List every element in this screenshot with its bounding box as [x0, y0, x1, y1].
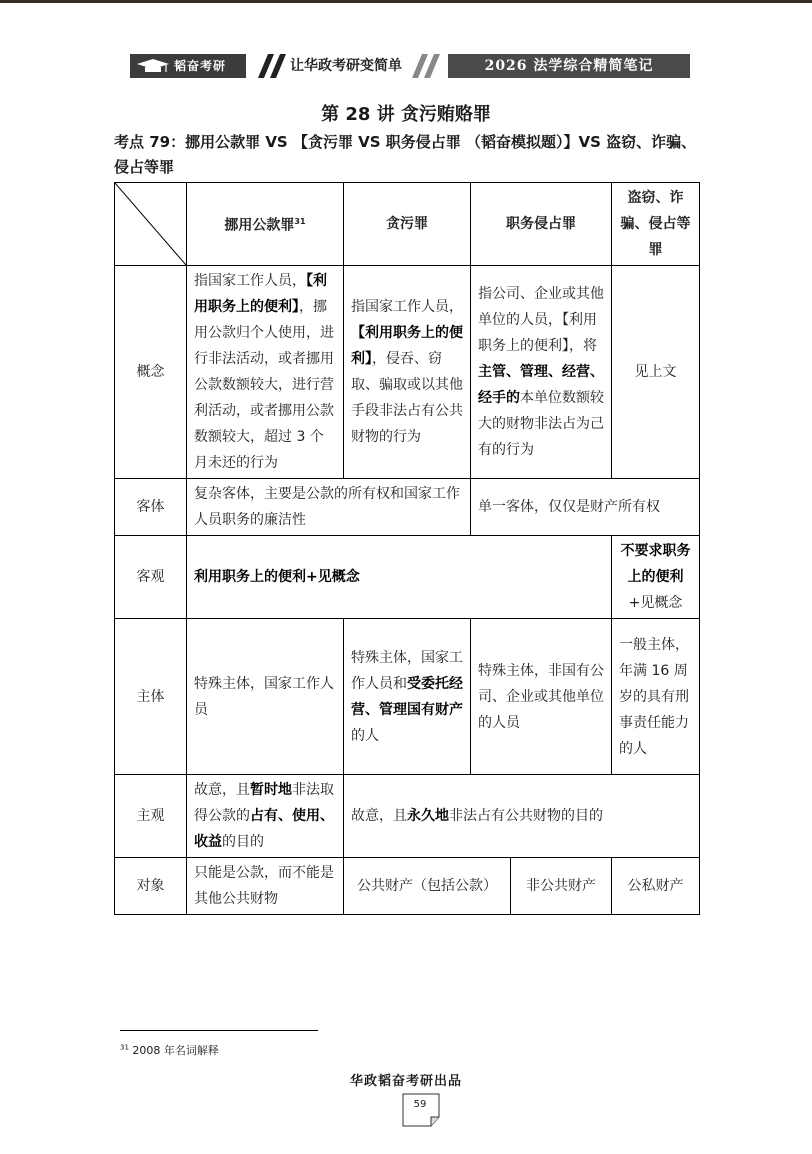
- graduation-cap-icon: [136, 58, 170, 74]
- row-label-objective: 客观: [115, 536, 187, 619]
- cell-subjective-c1: 故意，且暂时地非法取得公款的占有、使用、收益的目的: [187, 775, 344, 858]
- page-number-badge: [402, 1093, 442, 1127]
- header-banner: [130, 54, 690, 78]
- cell-object-interest-c12: 复杂客体，主要是公款的所有权和国家工作人员职务的廉洁性: [187, 479, 471, 536]
- diagonal-corner-cell: [115, 183, 187, 266]
- diagonal-line-icon: [115, 183, 186, 265]
- header-slogan: 让华政考研变简单: [290, 58, 402, 74]
- cell-concept-c1: 指国家工作人员，【利用职务上的便利】，挪用公款归个人使用，进行非法活动，或者挪用公款数额较大，进行营利活动，或者挪用公款数额较大，超过 3 个月未还的行为: [187, 266, 344, 479]
- col-header-corruption: 贪污罪: [344, 183, 471, 266]
- cell-target-c2: 公共财产（包括公款）: [344, 858, 511, 915]
- chapter-title: 第 28 讲 贪污贿赂罪: [321, 104, 491, 125]
- cell-objective-c4: 不要求职务上的便利+见概念: [612, 536, 700, 619]
- cell-objective-c123: 利用职务上的便利+见概念: [187, 536, 612, 619]
- row-label-concept: 概念: [115, 266, 187, 479]
- table-row-subject: [115, 619, 700, 775]
- series-title: 2026 法学综合精简笔记: [448, 54, 690, 78]
- brand-name: 韬奋考研: [174, 59, 227, 73]
- row-label-target: 对象: [115, 858, 187, 915]
- cell-concept-c2: 指国家工作人员，【利用职务上的便利】，侵吞、窃取、骗取或以其他手段非法占有公共财物的行为: [344, 266, 471, 479]
- brand-block: [130, 54, 246, 78]
- cell-target-c4: 公私财产: [612, 858, 700, 915]
- col-header-embezzle-public-funds: 挪用公款罪$^{31}$: [187, 183, 344, 266]
- cell-subject-c4: 一般主体，年满 16 周岁的具有刑事责任能力的人: [612, 619, 700, 775]
- footnote-ref: 31: [294, 217, 306, 227]
- top-border-line: [0, 0, 812, 3]
- cell-subject-c1: 特殊主体，国家工作人员: [187, 619, 344, 775]
- page-number: 59: [413, 1099, 427, 1110]
- cell-subject-c3: 特殊主体，非国有公司、企业或其他单位的人员: [471, 619, 612, 775]
- footnote-number: 31: [120, 1043, 129, 1052]
- col-header-theft-fraud: 盗窃、诈骗、侵占等罪: [612, 183, 700, 266]
- cell-subject-c2: 特殊主体，国家工作人员和受委托经营、管理国有财产的人: [344, 619, 471, 775]
- cell-concept-c3: 指公司、企业或其他单位的人员，【利用职务上的便利】，将主管、管理、经营、经手的本单位数额较大的财物非法占为己有的行为: [471, 266, 612, 479]
- cell-target-c1: 只能是公款，而不能是其他公共财物: [187, 858, 344, 915]
- col-header-job-encroachment: 职务侵占罪: [471, 183, 612, 266]
- table-header-row: [115, 183, 700, 266]
- cell-object-interest-c34: 单一客体，仅仅是财产所有权: [471, 479, 700, 536]
- cell-target-c3: 非公共财产: [511, 858, 612, 915]
- table-row-objective: [115, 536, 700, 619]
- slash-divider-icon: [406, 54, 446, 78]
- table-row-concept: [115, 266, 700, 479]
- cell-subjective-c234: 故意，且永久地非法占有公共财物的目的: [344, 775, 700, 858]
- cell-concept-c4: 见上文: [612, 266, 700, 479]
- slash-divider-icon: [248, 54, 288, 78]
- row-label-subject: 主体: [115, 619, 187, 775]
- table-row-target: [115, 858, 700, 915]
- row-label-subjective: 主观: [115, 775, 187, 858]
- row-label-object-interest: 客体: [115, 479, 187, 536]
- comparison-table: [114, 182, 700, 915]
- footnote: [120, 1042, 219, 1058]
- table-row-subjective: [115, 775, 700, 858]
- footnote-divider: [120, 1030, 318, 1031]
- footnote-text: 2008 年名词解释: [132, 1044, 219, 1057]
- topic-heading: 考点 79：挪用公款罪 VS 【贪污罪 VS 职务侵占罪 （韬奋模拟题）】VS 盗窃、诈骗、侵占等罪: [114, 133, 697, 176]
- publisher-line: 华政韬奋考研出品: [349, 1074, 462, 1089]
- table-row-object-interest: [115, 479, 700, 536]
